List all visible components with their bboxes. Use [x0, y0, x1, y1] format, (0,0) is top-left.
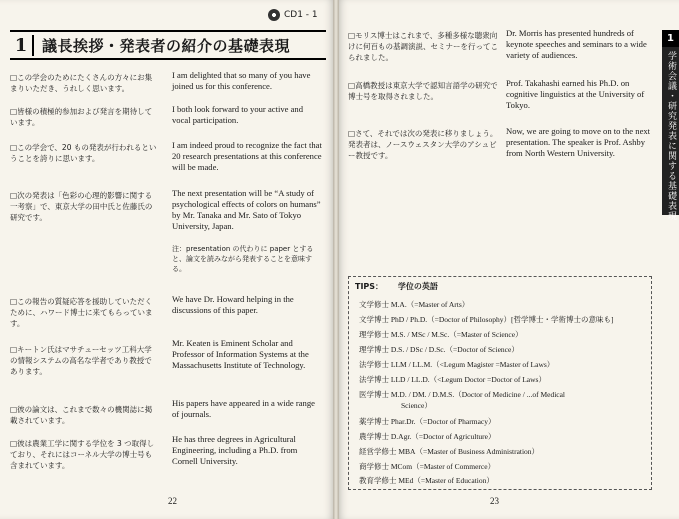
- tips-label: TIPS：: [355, 282, 384, 291]
- phrase-jp: □皆様の積極的参加および発言を期待しています。: [10, 107, 153, 127]
- book-gutter: [333, 0, 339, 519]
- degree-row: 文学博士 PhD / Ph.D.（=Doctor of Philosophy）[哲学博士・学術博士の意味も]: [359, 315, 614, 324]
- tips-heading: 学位の英語: [397, 282, 438, 291]
- phrase-jp: □キートン氏はマサチューセッツ工科大学の情報システムの高名な学者であり教授であります。: [10, 345, 152, 376]
- degree-row: 文学修士 M.A.（=Master of Arts）: [359, 300, 470, 309]
- cd-track-label: [268, 9, 318, 21]
- degree-row: 法学博士 LLD / LL.D.（<Legum Doctor =Doctor of Laws）: [359, 375, 546, 384]
- phrase-en: I am indeed proud to recognize the fact that 20 research presentations at this conference will be made.: [172, 140, 322, 172]
- phrase-en: He has three degrees in Agricultural Engineering, including a Ph.D. from Cornell University.: [172, 434, 298, 466]
- section-number: 1: [10, 35, 34, 56]
- phrase-en: Now, we are going to move on to the next presentation. The speaker is Prof. Ashby from North Western University.: [506, 126, 651, 158]
- section-title: [10, 30, 326, 60]
- phrase-en: We have Dr. Howard helping in the discussions of this paper.: [172, 294, 294, 315]
- phrase-en: I both look forward to your active and vocal participation.: [172, 104, 304, 125]
- usage-note: 注：presentation の代わりに paper とすると、論文を読みながら発表することを意味する。: [172, 245, 314, 273]
- degree-row: 理学博士 D.S. / DSc / D.Sc.（=Doctor of Science）: [359, 345, 519, 354]
- cd-track-text: CD1 - 1: [284, 10, 318, 20]
- chapter-side-tab: [662, 30, 679, 221]
- tips-header: [355, 281, 450, 292]
- section-heading: 議長挨拶・発表者の紹介の基礎表現: [42, 36, 291, 55]
- degree-row: 経営学修士 MBA（=Master of Business Administration）: [359, 447, 540, 456]
- phrase-jp: □彼の論文は、これまで数々の機関誌に掲載されています。: [10, 405, 153, 425]
- chapter-tab-number: 1: [662, 30, 679, 47]
- phrase-jp: □次の発表は「色彩の心理的影響に関する一考察」で、東京大学の田中氏と佐藤氏の研究です。: [10, 191, 153, 222]
- degree-row: 理学修士 M.S. / MSc / M.Sc.（=Master of Science）: [359, 330, 523, 339]
- degree-row: 商学修士 MCom（=Master of Commerce）: [359, 462, 496, 471]
- phrase-en: Mr. Keaten is Eminent Scholar and Professor of Information Systems at the Massachusetts Institute of Technology.: [172, 338, 309, 370]
- phrase-en: Dr. Morris has presented hundreds of keynote speeches and seminars to a wide variety of audiences.: [506, 28, 647, 60]
- phrase-en: His papers have appeared in a wide range of journals.: [172, 398, 315, 419]
- right-page: [336, 0, 679, 519]
- degree-row: 法学修士 LLM / LL.M.（<Legum Magister =Master of Laws）: [359, 360, 555, 369]
- phrase-jp: □この学会で、20 もの発表が行われるということを誇りに思います。: [10, 143, 157, 163]
- degree-row: 農学博士 D.Agr.（=Doctor of Agriculture）: [359, 432, 496, 441]
- chapter-tab-title: 学術会議・研究発表に関する基礎表現: [666, 51, 676, 221]
- left-page: [0, 0, 336, 519]
- page-number: 23: [490, 496, 499, 506]
- phrase-jp: □この報告の質疑応答を援助していただくために、ハワード博士に来てもらっています。: [10, 297, 153, 328]
- phrase-en: Prof. Takahashi earned his Ph.D. on cognitive linguistics at the University of Tokyo.: [506, 78, 645, 110]
- degree-row: Science）: [401, 401, 432, 410]
- phrase-jp: □高橋教授は東京大学で認知言語学の研究で博士号を取得されました。: [348, 81, 498, 101]
- degree-row: 医学博士 M.D. / DM. / D.M.S.（Doctor of Medicine / ...of Medical: [359, 390, 566, 399]
- tips-box: [348, 276, 652, 490]
- phrase-en: The next presentation will be “A study of psychological effects of colors on humans” by Mr. Tanaka and Mr. Sato of Tokyo University, Japan.: [172, 188, 321, 231]
- phrase-jp: □モリス博士はこれまで、多種多様な聴衆向けに何百もの基調演説、セミナーを行ってこられました。: [348, 31, 498, 62]
- degree-row: 薬学博士 Phar.Dr.（=Doctor of Pharmacy）: [359, 417, 496, 426]
- cd-icon: [268, 9, 280, 21]
- page-number: 22: [168, 496, 177, 506]
- phrase-jp: □この学会のためにたくさんの方々にお集まりいただき、うれしく思います。: [10, 73, 153, 93]
- degree-row: 教育学修士 MEd（=Master of Education）: [359, 476, 494, 485]
- phrase-en: I am delighted that so many of you have joined us for this conference.: [172, 70, 311, 91]
- phrase-jp: □彼は農業工学に関する学位を 3 つ取得しており、それにはコーネル大学の博士号も含まれています。: [10, 439, 155, 470]
- phrase-jp: □さて、それでは次の発表に移りましょう。発表者は、ノースウェスタン大学のアシュビー教授です。: [348, 129, 498, 160]
